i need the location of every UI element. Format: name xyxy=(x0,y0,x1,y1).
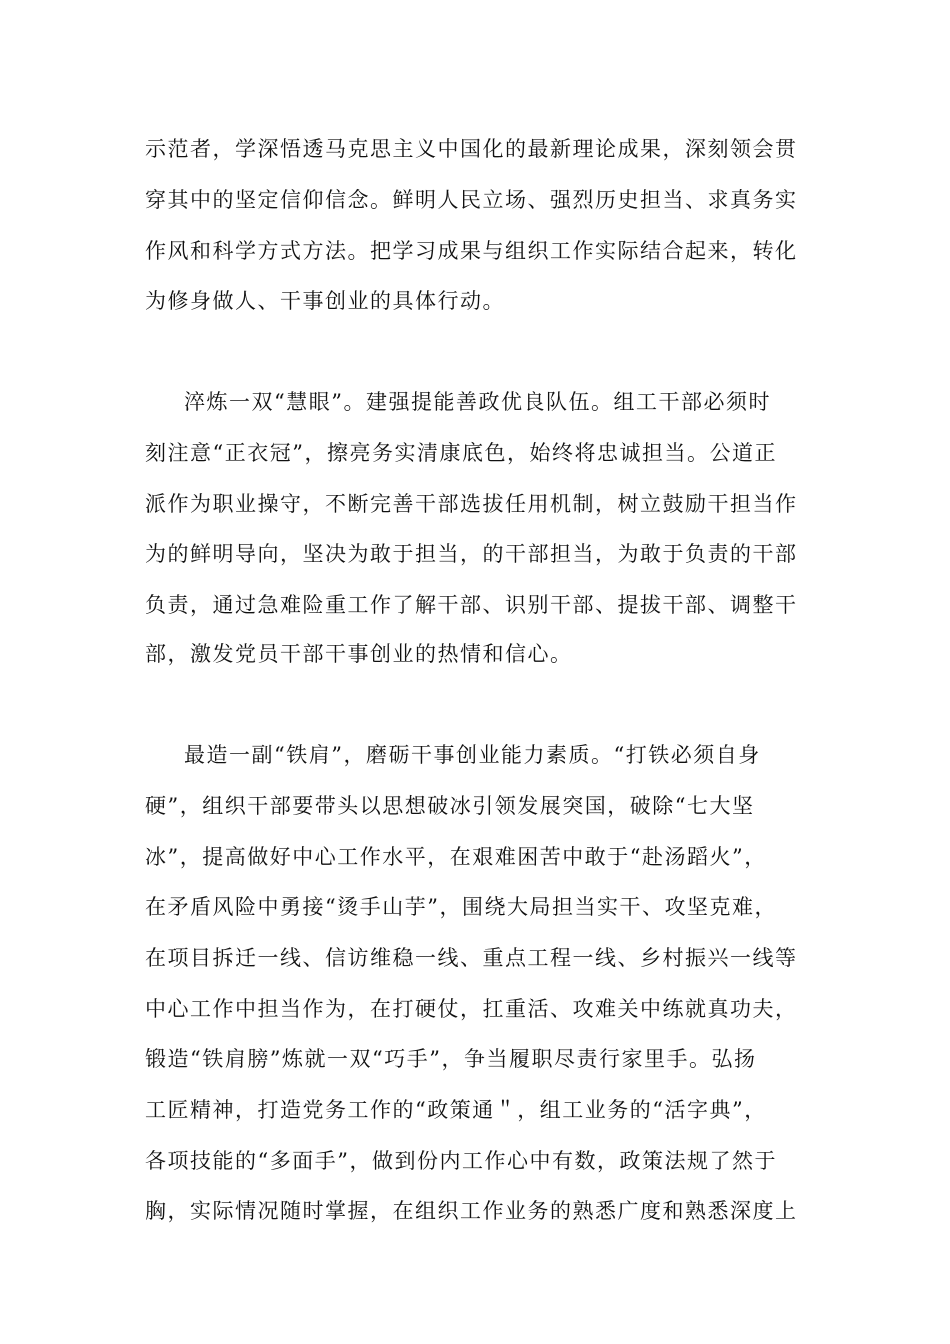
paragraph-3-line-1: 最造一副“铁肩”，磨砺干事创业能力素质。“打铁必须自身 xyxy=(184,743,761,767)
paragraph-3-line-6: 中心工作中担当作为，在打硬仗，扛重活、攻难关中练就真功夫， xyxy=(145,997,798,1021)
paragraph-3-line-4: 在矛盾风险中勇接“烫手山芋”，围绕大局担当实干、攻坚克难， xyxy=(145,895,777,919)
paragraph-3-line-3: 冰”，提高做好中心工作水平，在艰难困苦中敢于“赴汤蹈火”， xyxy=(145,845,767,869)
paragraph-1-line-3: 作风和科学方式方法。把学习成果与组织工作实际结合起来，转化 xyxy=(145,239,798,263)
paragraph-2-line-3: 派作为职业操守，不断完善干部选拔任用机制，树立鼓励干担当作 xyxy=(145,492,798,516)
paragraph-2-line-1: 淬炼一双“慧眼”。建强提能善政优良队伍。组工干部必须时 xyxy=(184,390,771,414)
paragraph-3-line-10: 胸，实际情况随时掌握，在组织工作业务的熟悉广度和熟悉深度上 xyxy=(145,1199,798,1223)
paragraph-1-line-2: 穿其中的坚定信仰信念。鲜明人民立场、强烈历史担当、求真务实 xyxy=(145,188,798,212)
paragraph-3-line-8: 工匠精神，打造党务工作的“政策通＂，组工业务的“活字典”， xyxy=(145,1098,767,1122)
paragraph-1-line-1: 示范者，学深悟透马克思主义中国化的最新理论成果，深刻领会贯 xyxy=(145,137,798,161)
paragraph-2-line-4: 为的鲜明导向，坚决为敢于担当，的干部担当，为敢于负责的干部 xyxy=(145,542,798,566)
paragraph-1-line-4: 为修身做人、干事创业的具体行动。 xyxy=(145,289,505,313)
paragraph-2-line-6: 部，激发党员干部干事创业的热情和信心。 xyxy=(145,642,573,666)
paragraph-3-line-9: 各项技能的“多面手”，做到份内工作心中有数，政策法规了然于 xyxy=(145,1149,777,1173)
paragraph-2-line-2: 刻注意“正衣冠”，擦亮务实清康底色，始终将忠诚担当。公道正 xyxy=(145,441,777,465)
paragraph-3-line-5: 在项目拆迁一线、信访维稳一线、重点工程一线、乡村振兴一线等 xyxy=(145,946,798,970)
paragraph-3-line-7: 锻造“铁肩膀”炼就一双“巧手”，争当履职尽责行家里手。弘扬 xyxy=(145,1047,757,1071)
paragraph-3-line-2: 硬”，组织干部要带头以思想破冰引领发展突国，破除“七大坚 xyxy=(145,794,755,818)
paragraph-2-line-5: 负责，通过急难险重工作了解干部、识别干部、提拔干部、调整干 xyxy=(145,593,798,617)
